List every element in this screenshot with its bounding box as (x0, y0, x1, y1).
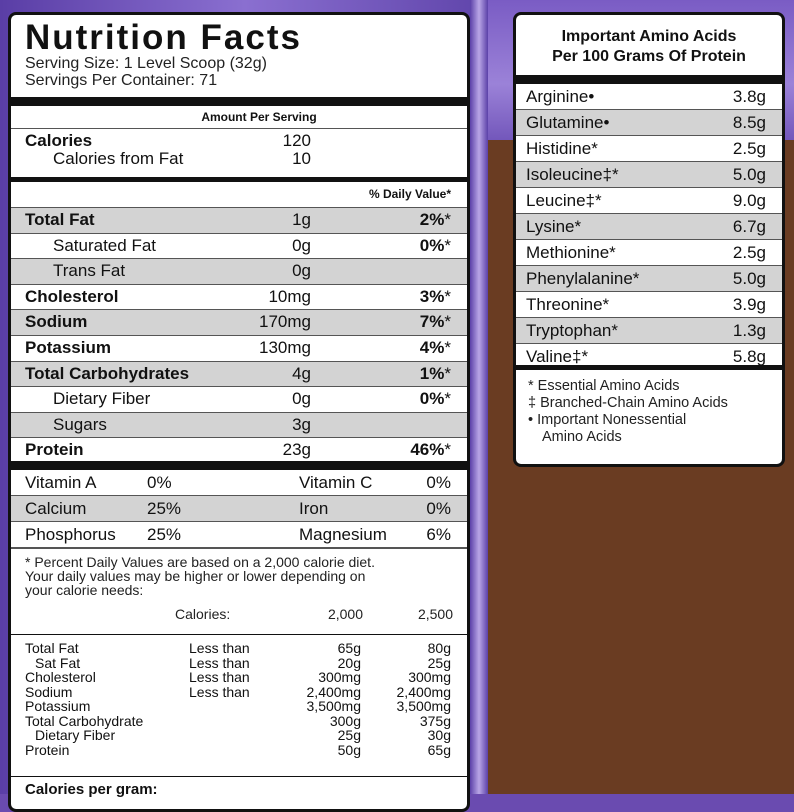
nutrient-pct: 46%* (410, 440, 451, 460)
calories-2500: 2,500 (417, 606, 453, 623)
amino-name: Lysine* (526, 217, 582, 236)
vitamin-pct: 6% (426, 525, 451, 545)
nutrient-row-potassium (11, 336, 467, 362)
amino-name: Valine‡* (526, 347, 589, 366)
nutrient-pct: 0%* (419, 235, 451, 255)
nutrient-label: Cholesterol (25, 286, 119, 306)
daily-values-table (11, 634, 467, 776)
daily-values-row (25, 728, 453, 743)
nutrient-row-total-carbohydrates (11, 362, 467, 388)
dv-2500: 3,500mg (396, 698, 451, 715)
vitamin-name: Vitamin C (299, 473, 373, 493)
nutrient-row-sodium (11, 310, 467, 336)
nutrient-pct: 7%* (419, 312, 451, 332)
daily-values-row (25, 670, 453, 685)
dv-2500: 25g (427, 654, 451, 671)
amino-value: 1.3g (732, 321, 766, 340)
nutrient-row-trans-fat (11, 259, 467, 285)
nutrient-amount: 1g (292, 210, 311, 229)
vitamin-pct: 0% (147, 473, 172, 493)
dv-2500: 30g (427, 727, 451, 744)
nutrient-amount: 4g (292, 363, 311, 383)
nutrient-row-sugars (11, 413, 467, 439)
nutrient-pct: 2%* (419, 210, 451, 229)
legend-line: • Important Nonessential (528, 412, 687, 428)
amino-value: 3.9g (732, 295, 766, 314)
amino-name: Tryptophan* (526, 321, 618, 340)
dv-qualifier: Less than (189, 683, 250, 700)
serving-size: Serving Size: 1 Level Scoop (32g) (25, 55, 267, 72)
vitamin-pct: 0% (426, 499, 451, 519)
nutrient-label: Potassium (25, 337, 111, 357)
nutrient-label: Sugars (53, 414, 107, 434)
legend-line: ‡ Branched-Chain Amino Acids (528, 395, 728, 411)
amino-row (516, 136, 782, 162)
nutrient-row-cholesterol (11, 285, 467, 311)
calories-header: Calories: (175, 606, 231, 623)
nutrient-pct: 4%* (419, 337, 451, 357)
dv-nutrient: Potassium (25, 698, 91, 715)
daily-value-header: % Daily Value* (11, 182, 467, 208)
footnote (11, 548, 467, 634)
amino-name: Threonine* (526, 295, 610, 314)
nutrient-amount: 3g (292, 414, 311, 434)
calories-fat-label: Calories from Fat (53, 149, 184, 168)
nutrient-row-saturated-fat (11, 234, 467, 260)
amino-row (516, 84, 782, 110)
nutrient-amount: 0g (292, 261, 311, 281)
footnote-line: * Percent Daily Values are based on a 2,000 calorie diet. (25, 554, 375, 571)
amino-row (516, 162, 782, 188)
amino-legend (516, 370, 782, 454)
daily-values-row (25, 656, 453, 671)
nutrient-pct: 3%* (419, 286, 451, 306)
amino-name: Isoleucine‡* (526, 165, 619, 184)
nutrient-amount: 0g (292, 389, 311, 409)
dv-2500: 65g (427, 741, 451, 758)
amino-value: 9.0g (732, 191, 766, 210)
vitamin-name: Magnesium (299, 525, 387, 545)
daily-values-row (25, 641, 453, 656)
vitamin-row (11, 522, 467, 548)
background-strip (470, 0, 488, 794)
nutrient-row-protein (11, 438, 467, 470)
amino-name: Leucine‡* (526, 191, 602, 210)
amino-acids-panel (513, 12, 785, 467)
amino-row (516, 318, 782, 344)
dv-nutrient: Sodium (25, 683, 73, 700)
dv-nutrient: Protein (25, 741, 70, 758)
dv-qualifier: Less than (189, 669, 250, 686)
amino-title: Important Amino Acids (561, 28, 737, 45)
calories-2000: 2,000 (327, 606, 363, 623)
nutrient-amount: 0g (292, 235, 311, 255)
daily-values-row (25, 685, 453, 700)
amino-name: Histidine* (526, 139, 598, 158)
amino-rows (516, 84, 782, 370)
nutrient-pct: 1%* (419, 363, 451, 383)
nutrient-label: Total Carbohydrates (25, 363, 190, 383)
nutrition-header (11, 15, 467, 106)
dv-nutrient: Sat Fat (35, 654, 81, 671)
dv-2000: 65g (337, 640, 361, 657)
amino-row (516, 292, 782, 318)
vitamin-name: Vitamin A (25, 473, 97, 493)
dv-nutrient: Cholesterol (25, 669, 96, 686)
footnote-line: Your daily values may be higher or lower depending on (25, 568, 366, 585)
amino-value: 2.5g (732, 139, 766, 158)
amino-name: Phenylalanine* (526, 269, 640, 288)
nutrient-label: Saturated Fat (53, 235, 157, 255)
footnote-line: your calorie needs: (25, 582, 144, 599)
daily-values-row (25, 699, 453, 714)
dv-2000: 50g (337, 741, 361, 758)
nutrient-label: Total Fat (25, 210, 95, 229)
vitamin-pct: 25% (147, 525, 182, 545)
dv-2500: 2,400mg (396, 683, 451, 700)
dv-2000: 300g (329, 712, 361, 729)
nutrient-amount: 130mg (259, 337, 311, 357)
dv-nutrient: Total Fat (25, 640, 79, 657)
amino-row (516, 214, 782, 240)
nutrient-row-dietary-fiber (11, 387, 467, 413)
amino-value: 8.5g (732, 113, 766, 132)
amino-header (516, 15, 782, 84)
amino-subtitle: Per 100 Grams Of Protein (552, 48, 746, 65)
nutrition-facts-panel (8, 12, 470, 812)
amino-value: 5.0g (732, 165, 766, 184)
legend-line: Amino Acids (542, 429, 622, 445)
vitamin-name: Phosphorus (25, 525, 116, 545)
nutrient-label: Sodium (25, 312, 88, 332)
amino-row (516, 240, 782, 266)
amino-value: 2.5g (732, 243, 766, 262)
nutrient-amount: 10mg (268, 286, 311, 306)
vitamin-pct: 0% (426, 473, 451, 493)
calories-per-gram: Calories per gram: (11, 776, 467, 802)
legend-line: * Essential Amino Acids (528, 378, 680, 394)
dv-2000: 2,400mg (306, 683, 361, 700)
amino-name: Methionine* (526, 243, 616, 262)
vitamin-row (11, 496, 467, 522)
calories-block (11, 129, 467, 182)
calories-fat-value: 10 (292, 149, 311, 168)
dv-qualifier: Less than (189, 640, 250, 657)
calories-label: Calories (25, 131, 93, 150)
vitamin-name: Calcium (25, 499, 87, 519)
calories-value: 120 (282, 131, 311, 150)
dv-2500: 375g (419, 712, 451, 729)
dv-nutrient: Total Carbohydrate (25, 712, 144, 729)
daily-values-row (25, 714, 453, 729)
vitamin-row (11, 470, 467, 496)
calorie-columns-header (25, 607, 451, 625)
amino-name: Arginine• (526, 87, 595, 106)
servings-per-container: Servings Per Container: 71 (25, 72, 218, 89)
nutrient-label: Trans Fat (53, 261, 126, 281)
dv-2000: 3,500mg (306, 698, 361, 715)
amino-value: 6.7g (732, 217, 766, 236)
dv-nutrient: Dietary Fiber (35, 727, 116, 744)
dv-2000: 300mg (318, 669, 361, 686)
dv-2000: 25g (337, 727, 361, 744)
nutrient-label: Protein (25, 440, 84, 460)
vitamin-name: Iron (299, 499, 329, 519)
dv-qualifier: Less than (189, 654, 250, 671)
nutrition-title: Nutrition Facts (25, 18, 302, 57)
dv-2500: 300mg (408, 669, 451, 686)
dv-2500: 80g (427, 640, 451, 657)
dv-2000: 20g (337, 654, 361, 671)
daily-values-row (25, 743, 453, 758)
nutrient-row-total-fat (11, 208, 467, 234)
amino-value: 5.8g (732, 347, 766, 366)
amino-row (516, 110, 782, 136)
amount-per-serving: Amount Per Serving (11, 106, 467, 129)
nutrient-amount: 170mg (259, 312, 311, 332)
amino-row (516, 266, 782, 292)
amino-row (516, 344, 782, 370)
vitamin-pct: 25% (147, 499, 182, 519)
nutrient-label: Dietary Fiber (53, 389, 151, 409)
amino-name: Glutamine• (526, 113, 610, 132)
nutrient-amount: 23g (282, 440, 311, 460)
amino-row (516, 188, 782, 214)
nutrient-pct: 0%* (419, 389, 451, 409)
amino-value: 3.8g (732, 87, 766, 106)
amino-value: 5.0g (732, 269, 766, 288)
